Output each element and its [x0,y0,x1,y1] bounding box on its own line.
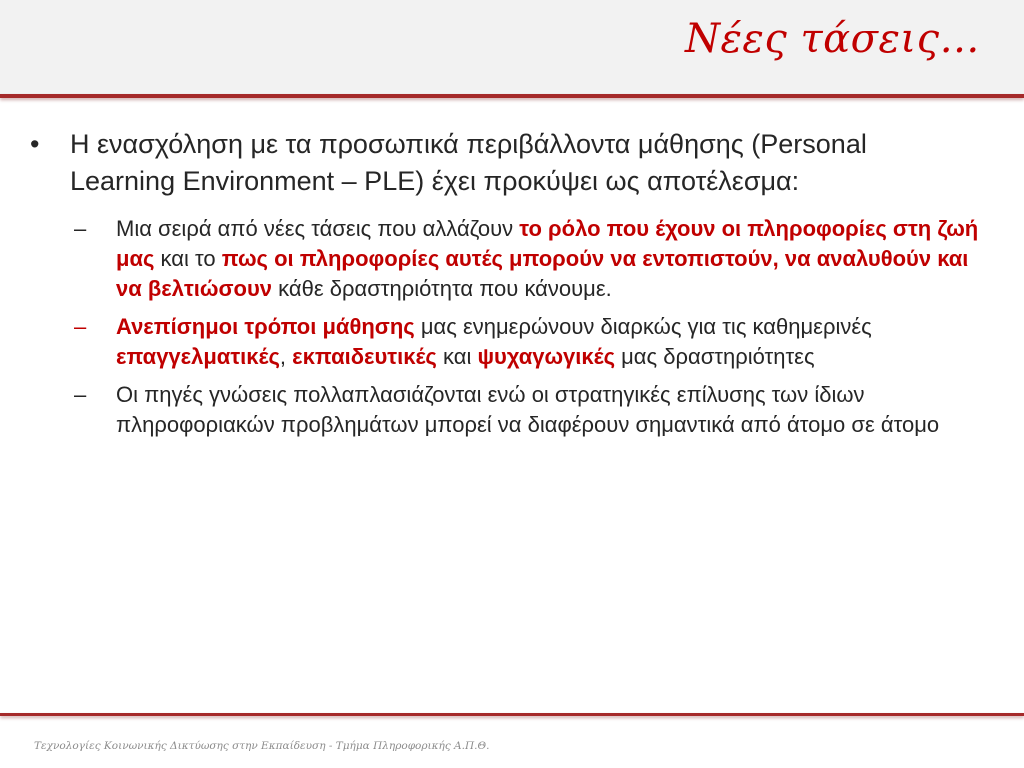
main-bullet-text: Η ενασχόληση με τα προσωπικά περιβάλλοντα μάθησης (Personal Learning Environment – PLE) έχει προκύψει ως αποτέλεσμα: [70,129,867,196]
emphasis-run: εκπαιδευτικές [292,344,437,369]
slide-content [30,126,992,448]
emphasis-run: το ρόλο που έχουν οι πληροφορίες στη ζωή μας [116,216,979,271]
text-run: Οι πηγές γνώσεις πολλαπλασιάζονται ενώ οι στρατηγικές επίλυσης των ίδιων πληροφοριακών προβλημάτων μπορεί να διαφέρουν σημαντικά από άτομο σε άτομο [116,382,940,437]
text-run: , [279,344,293,369]
footer-divider [0,713,1024,716]
emphasis-run: ψυχαγωγικές [477,344,616,369]
sub-bullet-text [116,380,992,440]
text-run: και [436,344,478,369]
text-run: μας ενημερώνουν διαρκώς για τις καθημερινές [414,314,872,339]
sub-bullet [74,312,992,372]
emphasis-run: Ανεπίσημοι τρόποι μάθησης [116,314,415,339]
main-bullet [30,126,992,200]
header-divider [0,94,1024,98]
sub-bullet [74,214,992,304]
emphasis-run: πως οι πληροφορίες αυτές μπορούν να εντοπιστούν, να αναλυθούν και να βελτιώσουν [116,246,969,301]
sub-bullet-text [116,312,992,372]
bullet-marker: • [30,129,40,159]
dash-marker: – [74,314,87,339]
text-run: και το [154,246,222,271]
emphasis-run: επαγγελματικές [116,344,280,369]
text-run: κάθε δραστηριότητα που κάνουμε. [272,276,612,301]
text-run: Μια σειρά από νέες τάσεις που αλλάζουν [116,216,520,241]
sub-bullet [74,380,992,440]
footer-text: Τεχνολογίες Κοινωνικής Δικτύωσης στην Εκπαίδευση - Τμήμα Πληροφορικής Α.Π.Θ. [34,740,490,752]
dash-marker: – [74,382,87,407]
text-run: μας δραστηριότητες [615,344,815,369]
sub-bullet-text [116,214,992,304]
slide-title: Νέες τάσεις… [684,16,980,62]
dash-marker: – [74,216,87,241]
